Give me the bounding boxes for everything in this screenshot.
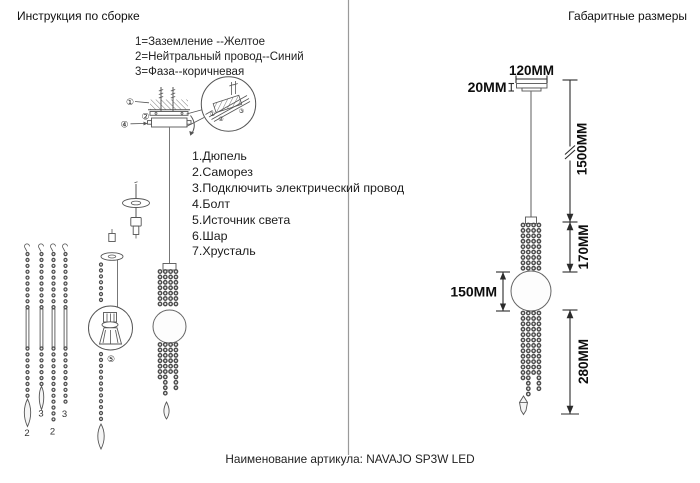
callout-marker-ground: ① — [209, 111, 216, 118]
socket-subassembly-drawing — [89, 229, 133, 449]
parts-list-item: 5.Источник света — [192, 212, 291, 227]
dim-canopy-width: 120MM — [508, 63, 555, 78]
crystal-drop — [520, 396, 528, 415]
rotate-arrow — [191, 116, 195, 135]
wiring-legend-neutral: 2=Нейтральный провод--Синий — [135, 50, 304, 63]
canopy-subassembly-drawing — [123, 182, 150, 239]
wiring-legend — [135, 35, 304, 79]
strand-label-4: 3 — [61, 409, 68, 420]
strand-label-3: 2 — [49, 426, 56, 438]
dimensions-diagram — [450, 63, 591, 415]
callout-marker-phase: ③ — [238, 108, 245, 115]
wiring-legend-phase: 3=Фаза--коричневая — [135, 65, 245, 78]
parts-list-item: 7.Хрусталь — [192, 244, 256, 259]
parts-list-item: 1.Дюпель — [192, 149, 247, 163]
assembled-pendant-drawing — [153, 127, 186, 419]
parts-list — [192, 149, 404, 260]
parts-list-item: 2.Саморез — [192, 164, 253, 179]
section-title-dimensions: Габаритные размеры — [568, 9, 687, 23]
dim-cable-length: 1500MM — [574, 122, 590, 176]
dim-ball-diameter: 150MM — [450, 283, 497, 300]
canopy-drawing — [152, 118, 188, 127]
crystal-drop — [98, 424, 104, 449]
strand-label-1: 2 — [24, 428, 30, 439]
parts-list-item: 4.Болт — [192, 196, 230, 211]
dim-lower-tassel: 280MM — [576, 338, 591, 385]
crystal-drop — [39, 387, 44, 410]
article-name: Наименование артикула: NAVAJO SP3W LED — [225, 452, 475, 466]
callout-marker-neutral: ② — [218, 116, 224, 123]
ceiling-mount-diagram — [120, 87, 204, 136]
wiring-legend-ground: 1=Заземление --Желтое — [135, 36, 266, 48]
crystal-drop — [24, 399, 30, 427]
glass-ball-drawing — [153, 310, 186, 343]
marker-light-source: ⑤ — [106, 355, 116, 365]
crystal-drop — [164, 402, 169, 419]
marker-screw: ② — [141, 112, 150, 123]
crystal-strands-drawing — [24, 244, 67, 439]
section-title-assembly: Инструкция по сборке — [17, 9, 140, 23]
parts-list-item: 6.Шар — [192, 228, 228, 243]
dim-canopy-height: 20MM — [467, 79, 507, 95]
strand-label-2: 3 — [38, 408, 44, 420]
wiring-callout — [201, 77, 255, 131]
glass-ball-drawing — [511, 271, 551, 311]
marker-dowel: ① — [125, 98, 135, 108]
dim-upper-column: 170MM — [576, 224, 591, 270]
marker-bolt: ④ — [120, 120, 129, 131]
parts-list-item: 3.Подключить электрический провод — [192, 180, 405, 195]
